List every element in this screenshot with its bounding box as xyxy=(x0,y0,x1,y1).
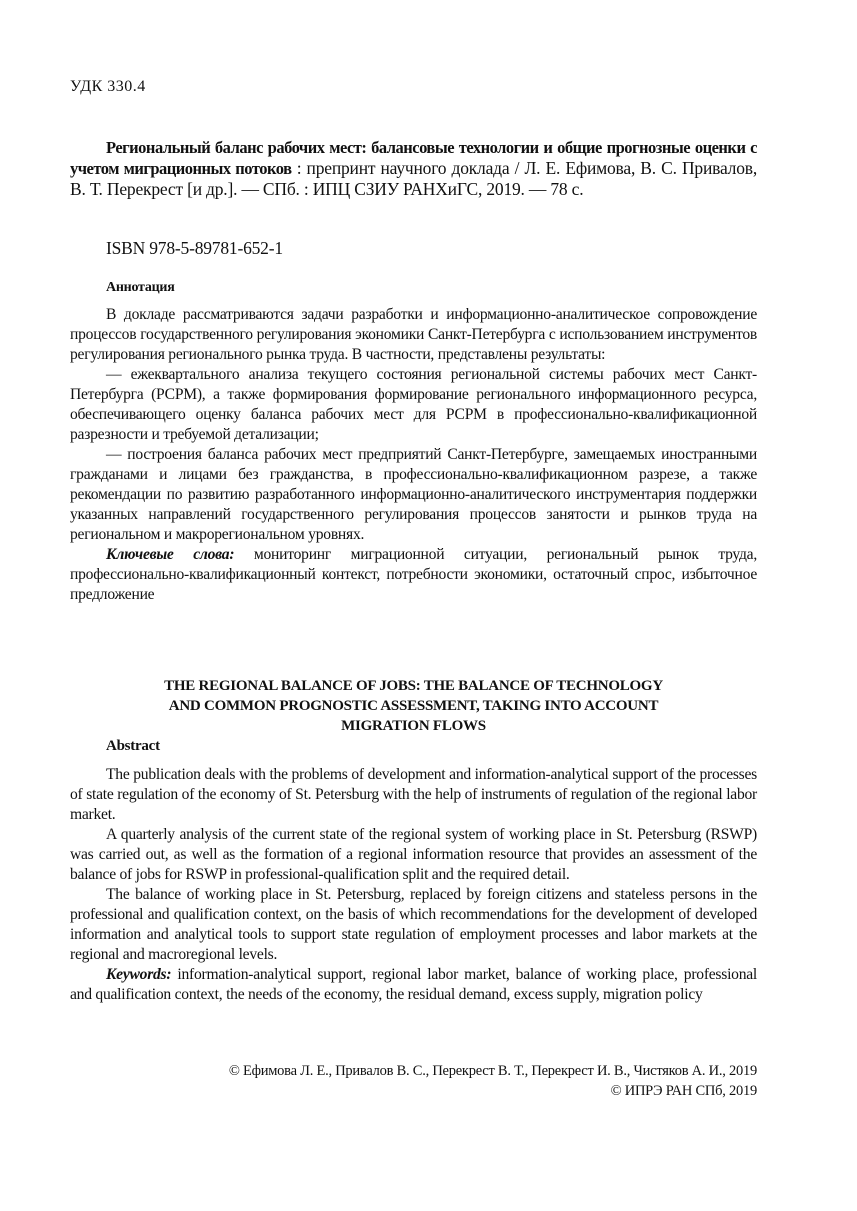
isbn: ISBN 978-5-89781-652-1 xyxy=(106,238,283,258)
keywords-label: Keywords: xyxy=(106,966,172,983)
udk-code: УДК 330.4 xyxy=(70,78,146,95)
abstract-paragraph: The balance of working place in St. Petersburg, replaced by foreign citizens and stateless persons in the professional and qualification context, on the basis of which recommendations for the development of developed information and analytical tools to support state regulation of employment processes and labor markets at the regional and macroregional levels. xyxy=(70,886,757,963)
bibliographic-citation xyxy=(70,137,757,200)
keywords-label: Ключевые слова: xyxy=(106,546,235,563)
isbn-block xyxy=(70,238,757,259)
keywords-text: information-analytical support, regional labor market, balance of working place, professional and qualification context, the needs of the economy, the residual demand, excess supply, migration policy xyxy=(70,966,757,1003)
copyright-line: © ИПРЭ РАН СПб, 2019 xyxy=(610,1083,757,1099)
title-line: MIGRATION FLOWS xyxy=(341,718,486,734)
keywords-text: мониторинг миграционной ситуации, региональный рынок труда, профессионально-квалификационный контекст, потребности экономики, остаточный спрос, избыточное предложение xyxy=(70,546,757,603)
title-line: THE REGIONAL BALANCE OF JOBS: THE BALANCE OF TECHNOLOGY xyxy=(164,678,663,694)
annotation-paragraph: — ежеквартального анализа текущего состояния региональной системы рабочих мест Санкт-Петербурга (РСРМ), а также формирования формирование регионального информационного ресурса, обеспечивающего оценку баланса рабочих мест для РСРМ в профессионально-квалификационной разрезности и требуемой детализации; xyxy=(70,366,757,443)
english-section xyxy=(70,676,757,1005)
annotation-keywords xyxy=(70,545,757,605)
abstract-keywords xyxy=(70,965,757,1005)
abstract-paragraph: A quarterly analysis of the current state of the regional system of working place in St. Petersburg (RSWP) was carried out, as well as the formation of a regional information resource that provides an assessment of the balance of jobs for RSWP in professional-qualification split and the required detail. xyxy=(70,826,757,883)
annotation-paragraph: — построения баланса рабочих мест предприятий Санкт-Петербурге, замещаемых иностранными гражданами и лицами без гражданства, в профессионально-квалификационном разрезе, а также рекомендации по развитию разработанного информационно-аналитического инструментария поддержки указанных направлений государственного регулирования процессов занятости и рынков труда на региональном и макрорегиональном уровнях. xyxy=(70,446,757,543)
annotation-paragraph: В докладе рассматриваются задачи разработки и информационно-аналитическое сопровождение процессов государственного регулирования экономики Санкт-Петербурга с использованием инструментов регулирования регионального рынка труда. В частности, представлены результаты: xyxy=(70,306,757,363)
abstract-heading: Abstract xyxy=(106,738,160,754)
title-line: AND COMMON PROGNOSTIC ASSESSMENT, TAKING INTO ACCOUNT xyxy=(168,698,659,714)
annotation-heading: Аннотация xyxy=(106,280,175,295)
copyright-block xyxy=(70,1061,757,1101)
annotation-section xyxy=(70,278,757,605)
english-title xyxy=(70,676,757,736)
citation-title: Региональный баланс рабочих мест: балансовые технологии и общие прогнозные оценки с учетом миграционных потоков xyxy=(70,138,757,178)
citation-details: : препринт научного доклада / Л. Е. Ефимова, В. С. Привалов, В. Т. Перекрест [и др.]. — СПб. : ИПЦ СЗИУ РАНХиГС, 2019. — 78 с. xyxy=(70,158,757,199)
copyright-line: © Ефимова Л. Е., Привалов В. С., Перекрест В. Т., Перекрест И. В., Чистяков А. И., 2019 xyxy=(228,1063,757,1079)
abstract-paragraph: The publication deals with the problems of development and information-analytical support of the processes of state regulation of the economy of St. Petersburg with the help of instruments of regulation of the regional labor market. xyxy=(70,766,757,823)
